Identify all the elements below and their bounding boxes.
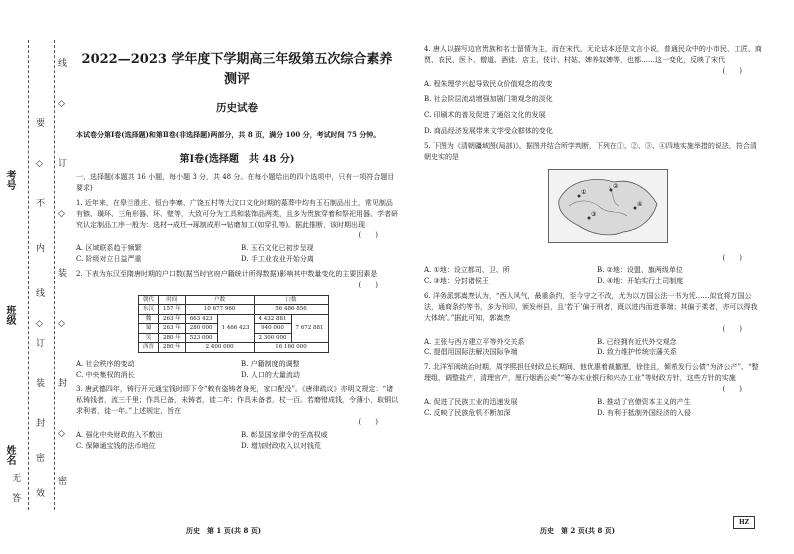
page-footer-right: 历史 第 2 页(共 8 页) <box>540 526 616 535</box>
table-cell: 2 400 000 <box>185 343 254 353</box>
instructions: 一、选择题(本题共 16 小题，每小题 3 分，共 48 分。在每小题给出的四个选项中，只有一项符合题目要求) <box>76 173 395 193</box>
table-cell: 280 年 <box>159 343 186 353</box>
option-a: A. 主张与西方建立平等外交关系 <box>424 337 525 346</box>
seal-char-3: 装 <box>58 269 68 279</box>
option-b: B. 已经拥有近代外交观念 <box>597 337 677 346</box>
question-6 <box>424 291 762 358</box>
exam-subtitle: 历史试卷 <box>216 102 258 115</box>
table-cell: 940 000 <box>254 324 291 334</box>
label-class: 班级 <box>4 305 15 325</box>
warn-char-11: 答 <box>12 494 22 504</box>
option-b: B. 户籍制度的调整 <box>241 359 300 368</box>
binding-strip <box>0 0 72 554</box>
answer-paren: ( ) <box>722 253 742 262</box>
question-stem: 7. 北洋军阀统治时期，周学熙担任财政总长期间，他优惠着裁撤厘，徐佳且，倾希发行公债“为济公产”、“整理组，调整盐产，清理官产，厘行烟酒公卖”“筹办实业银行和兴办工业”等财政方针，这些方针的实施 <box>424 363 759 383</box>
diamond-6: ◇ <box>36 319 43 329</box>
option-a: A. 程朱理学兴起导致民众价值观念的改变 <box>424 79 553 88</box>
table-header-cell: 口数 <box>254 295 328 305</box>
question-7 <box>424 362 762 418</box>
option-d: D. ④地：开始实行土司制度 <box>597 277 684 286</box>
warn-char-2: 不 <box>36 199 46 209</box>
option-a: A. 区域联系趋于频繁 <box>76 244 142 253</box>
svg-text:②: ② <box>613 182 619 190</box>
option-a: A. ①地：设立都司、卫、所 <box>424 266 510 275</box>
warn-char-3: 内 <box>36 244 46 254</box>
warn-char-9: 效 <box>36 489 46 499</box>
table-header-cell: 朝代 <box>139 295 159 305</box>
warn-char-4: 线 <box>36 289 46 299</box>
option-a: A. 社会秩序的变动 <box>76 359 135 368</box>
options <box>424 397 762 419</box>
answer-paren: ( ) <box>358 231 378 240</box>
seal-char-1: 线 <box>58 59 68 69</box>
question-3 <box>76 384 398 451</box>
option-d: D. 致力维护传统宗藩关系 <box>597 348 677 357</box>
table-cell: 16 160 000 <box>254 343 328 353</box>
map-graphic <box>549 170 667 242</box>
option-b: B. 玉石文化已初步呈现 <box>241 244 314 253</box>
question-4 <box>424 44 762 137</box>
diamond-3: ◇ <box>58 319 65 329</box>
question-5 <box>424 141 762 287</box>
question-stem: 4. 唐人以描写边官贵族和名士留情为主，而在宋代，无论话本还是文言小说，普通民众中的小市民、工匠、商贾、农民、医卜、僧道、酒徒、店主、伎计、村姑、婢养奴婢等，也都……这一变化，反映了宋代 <box>424 45 762 64</box>
question-stem: 2. 下表为东汉至隋唐时期的户口数(据当时官府户籍统计所得数据)影响其中数量变化的主要因素是 <box>76 269 378 278</box>
option-c: C. 印刷术的普及促进了通俗文化的发展 <box>424 111 546 120</box>
option-b: B. ②地：设盟、旗两级单位 <box>597 266 683 275</box>
option-d: D. 有利于抵制外国经济的入侵 <box>597 408 691 417</box>
diamond-4: ◇ <box>58 429 65 439</box>
table-cell: 280 000 <box>185 324 217 334</box>
table-row <box>139 305 329 315</box>
page-badge: HZ <box>733 516 755 529</box>
table-cell: 263 年 <box>159 324 186 334</box>
table-cell: 西晋 <box>139 343 159 353</box>
table-cell: 280 年 <box>159 333 186 343</box>
diamond-1: ◇ <box>58 99 65 109</box>
page-footer-left: 历史 第 1 页(共 8 页) <box>186 526 262 535</box>
options <box>424 337 762 359</box>
option-d: D. 增加财政收入以对钱荒 <box>241 441 321 450</box>
table-cell: 2 300 000 <box>254 333 291 343</box>
warn-char-8: 密 <box>36 454 46 464</box>
warn-char-10: 无 <box>12 474 22 484</box>
table-header <box>139 295 329 305</box>
right-column <box>424 44 762 422</box>
options <box>76 243 398 265</box>
svg-text:④: ④ <box>637 200 643 208</box>
options <box>424 79 762 137</box>
answer-paren: ( ) <box>722 66 742 75</box>
svg-text:③: ③ <box>591 210 597 218</box>
table-cell: 吴 <box>139 333 159 343</box>
answer-paren: ( ) <box>358 417 378 426</box>
option-a: A. 促进了民族工业的迅速发展 <box>424 397 518 406</box>
options <box>424 265 762 287</box>
option-c: C. 反映了民族危机不断加深 <box>424 408 511 417</box>
seal-char-5: 密 <box>58 477 68 487</box>
question-1 <box>76 198 398 265</box>
answer-paren: ( ) <box>722 324 742 333</box>
option-c: C. 阶级对立日益严重 <box>76 255 142 264</box>
table-cell: 263 年 <box>159 314 186 324</box>
seal-char-2: 订 <box>58 159 68 169</box>
option-a: A. 强化中央财政的入不敷出 <box>76 430 163 439</box>
table-header-cell: 户数 <box>185 295 254 305</box>
table-cell: 4 432 881 <box>254 314 291 324</box>
table-cell: 157 年 <box>159 305 186 315</box>
table-cell: 523 000 <box>185 333 217 343</box>
qing-territory-map <box>548 169 668 243</box>
table-cell: 东汉 <box>139 305 159 315</box>
table-row <box>139 314 329 324</box>
section-title: 第Ⅰ卷(选择题 共 48 分) <box>179 153 295 165</box>
question-stem: 5. 下图为《清朝疆域图(局部)》。据图并结合所学判断，下列在①、②、③、④四地实施举措的说法，符合清朝史实的是 <box>424 141 757 161</box>
diamond-5: ◇ <box>36 159 43 169</box>
label-exam-number: 考号 <box>4 170 15 190</box>
table-cell: 663 423 <box>185 314 217 324</box>
option-d: D. 人口的大量流动 <box>241 370 300 379</box>
left-column <box>76 38 398 456</box>
answer-paren: ( ) <box>358 280 378 289</box>
warn-char-7: 封 <box>36 419 46 429</box>
warn-char-1: 要 <box>36 119 46 129</box>
option-c: C. 保障通宝钱的法币地位 <box>76 441 156 450</box>
option-b: B. 推动了官僚资本主义的产生 <box>597 397 691 406</box>
option-c: C. 提倡用国际法解决国际争端 <box>424 348 518 357</box>
question-2 <box>76 269 398 380</box>
options <box>76 430 398 452</box>
option-b: B. 彰显国家律令的至高权威 <box>241 430 328 439</box>
warn-char-6: 装 <box>36 379 46 389</box>
label-name: 姓名 <box>4 445 15 465</box>
diamond-2: ◇ <box>58 209 65 219</box>
cut-line <box>54 40 55 510</box>
table-cell: 10 677 960 <box>185 305 254 315</box>
option-c: C. 中央集权的消长 <box>76 370 135 379</box>
table-cell: 56 486 856 <box>254 305 328 315</box>
table-cell-merged: 1 466 423 <box>217 314 254 343</box>
exam-title: 2022—2023 学年度下学期高三年级第五次综合素养测评 <box>81 52 393 88</box>
option-b: B. 社会阶层流动增强加剧门第观念的淡化 <box>424 95 553 104</box>
table-cell: 蜀 <box>139 324 159 334</box>
table-cell: 魏 <box>139 314 159 324</box>
options <box>76 359 398 381</box>
answer-paren: ( ) <box>722 384 742 393</box>
option-c: C. ③地：分封诸侯王 <box>424 277 489 286</box>
table-cell-merged: 7 672 881 <box>291 314 328 343</box>
cut-line-inner <box>28 40 29 510</box>
svg-text:①: ① <box>581 188 587 196</box>
option-d: D. 商品经济发展带来文学受众群体的变化 <box>424 127 553 136</box>
question-stem: 1. 近年来，在皋兰胜庄、恒台李寨、广饶五村等大汶口文化时期的墓葬中均有玉石制品出土，常见制品有镞、璜环、三角形器、环、壁等，大致可分为工具和装饰品两类，且多为贵族穿着和祭祀用器。学者研究认定制品工序一般为：选材→成坯→琢制成形→钻磨加工(如穿孔等)。据此推断，该时期出现 <box>76 198 398 229</box>
seal-char-4: 封 <box>58 379 68 389</box>
table-row <box>139 343 329 353</box>
exam-note: 本试卷分第Ⅰ卷(选择题)和第Ⅱ卷(非选择题)两部分，共 8 页，满分 100 分，考试时间 75 分钟。 <box>76 129 381 139</box>
question-stem: 3. 唐武德四年，铸行开元通宝钱时即下令“敕有盗铸者身死，家口配没”。《唐律疏议》亦明文规定：“诸私铸钱者，流三千里；作具已备，未铸者，徒二年；作具未备者，杖一百。若磨错成钱，令薄小，取铜以求利者，徒一年。”上述规定，旨在 <box>76 385 398 416</box>
census-table <box>138 295 329 353</box>
table-header-cell: 时间 <box>159 295 186 305</box>
option-d: D. 手工业农业开始分离 <box>241 255 314 264</box>
warn-char-5: 订 <box>36 339 46 349</box>
question-stem: 6. 洋务派郭嵩焘认为，“西人风气，最重条约，至今守之不改，尤为以万国公法一书为凭……似宜将万国公法，通商条约等书，多为刊印，颁发州县，且‘若干’偏于刑者，既以进内而进事端；其偏于柔者，亦可以得我大体统’。”据此可知，郭嵩焘 <box>424 292 758 322</box>
